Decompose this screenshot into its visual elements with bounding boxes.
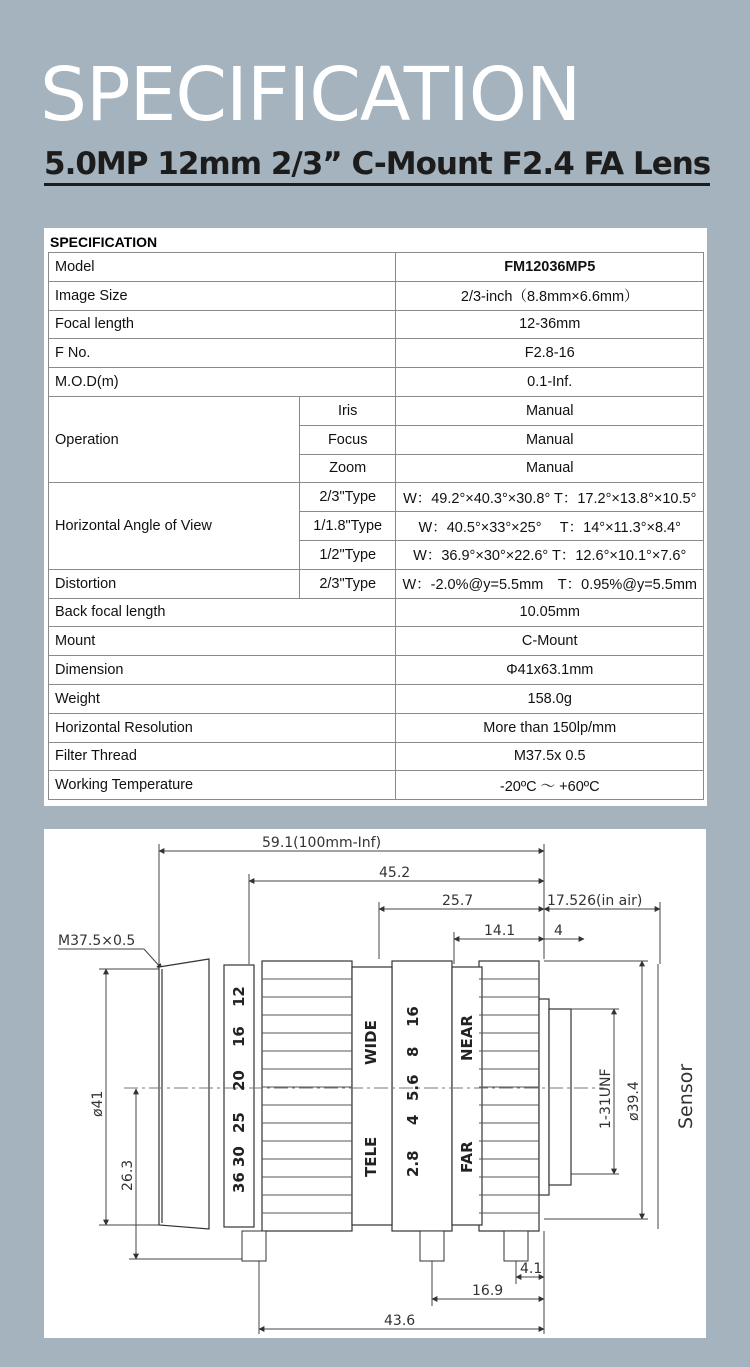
- row-value-filter-thread: M37.5x 0.5: [396, 742, 704, 771]
- row-sub-focus: Focus: [299, 425, 396, 454]
- focal-mark-30: 30: [230, 1146, 248, 1167]
- row-label-horizontal-resolution: Horizontal Resolution: [49, 713, 396, 742]
- table-row: [49, 684, 704, 713]
- row-label-mount: Mount: [49, 627, 396, 656]
- tele-label: TELE: [362, 1136, 380, 1177]
- dimension-drawing-card: [44, 829, 706, 1338]
- row-label-back-focal-length: Back focal length: [49, 598, 396, 627]
- lens-body: [159, 959, 571, 1231]
- table-row: [49, 569, 704, 598]
- row-value-aov-1: W：49.2°×40.3°×30.8° T：17.2°×13.8°×10.5°: [396, 483, 704, 512]
- dim-screw-offset-2: 16.9: [472, 1283, 504, 1299]
- table-row: [49, 368, 704, 397]
- dim-diameter: ø41: [90, 1090, 106, 1117]
- row-value-mod: 0.1-Inf.: [396, 368, 704, 397]
- row-value-focal-length: 12-36mm: [396, 310, 704, 339]
- focal-mark-25: 25: [230, 1112, 248, 1133]
- row-label-image-size: Image Size: [49, 281, 396, 310]
- table-row: [49, 281, 704, 310]
- table-row: [49, 771, 704, 800]
- row-value-aov-2: W：40.5°×33°×25° T：14°×11.3°×8.4°: [396, 512, 704, 541]
- row-label-model: Model: [49, 253, 396, 282]
- row-value-image-size: 2/3-inch（8.8mm×6.6mm）: [396, 281, 704, 310]
- row-label-angle-of-view: Horizontal Angle of View: [49, 483, 300, 569]
- row-sub-zoom: Zoom: [299, 454, 396, 483]
- spec-table: [48, 252, 704, 800]
- row-label-working-temperature: Working Temperature: [49, 771, 396, 800]
- dim-rear-ring: 14.1: [484, 923, 516, 939]
- table-row: [49, 598, 704, 627]
- dim-flange: 4: [554, 923, 563, 939]
- table-row: [49, 483, 704, 512]
- row-sub-iris: Iris: [299, 396, 396, 425]
- row-label-weight: Weight: [49, 684, 396, 713]
- row-value-weight: 158.0g: [396, 684, 704, 713]
- row-sub-aov-2: 1/1.8"Type: [299, 512, 396, 541]
- row-label-mod: M.O.D(m): [49, 368, 396, 397]
- table-row: [49, 627, 704, 656]
- wide-label: WIDE: [362, 1020, 380, 1065]
- row-value-back-focal-length: 10.05mm: [396, 598, 704, 627]
- spec-card: [44, 228, 707, 806]
- table-row: [49, 396, 704, 425]
- iris-mark-4: 4: [404, 1114, 422, 1125]
- dim-filter-thread: M37.5×0.5: [58, 933, 136, 949]
- near-label: NEAR: [458, 1015, 476, 1061]
- row-sub-aov-3: 1/2"Type: [299, 540, 396, 569]
- row-label-operation: Operation: [49, 396, 300, 482]
- focal-mark-16: 16: [230, 1026, 248, 1047]
- dim-screw-offset-1: 4.1: [520, 1261, 543, 1277]
- spec-table-title: SPECIFICATION: [50, 234, 158, 250]
- focal-mark-20: 20: [230, 1070, 248, 1091]
- focal-mark-36: 36: [230, 1172, 248, 1193]
- far-label: FAR: [458, 1141, 476, 1173]
- dim-front-length: 25.7: [442, 893, 474, 909]
- row-sub-distortion: 2/3"Type: [299, 569, 396, 598]
- iris-mark-16: 16: [404, 1006, 422, 1027]
- dim-half-height: 26.3: [120, 1159, 136, 1191]
- dim-screw-span: 43.6: [384, 1313, 416, 1329]
- row-value-distortion: W：-2.0%@y=5.5mm T：0.95%@y=5.5mm: [396, 569, 704, 598]
- iris-mark-8: 8: [404, 1046, 422, 1057]
- row-sub-aov-1: 2/3"Type: [299, 483, 396, 512]
- row-label-dimension: Dimension: [49, 656, 396, 685]
- row-value-working-temperature: -20ºC ～ +60ºC: [396, 771, 704, 800]
- row-value-f-no: F2.8-16: [396, 339, 704, 368]
- dim-back-focus: 17.526(in air): [547, 893, 643, 909]
- row-label-distortion: Distortion: [49, 569, 300, 598]
- table-row: [49, 713, 704, 742]
- table-row: [49, 253, 704, 282]
- row-label-filter-thread: Filter Thread: [49, 742, 396, 771]
- table-row: [49, 310, 704, 339]
- row-value-zoom: Manual: [396, 454, 704, 483]
- row-value-dimension: Φ41x63.1mm: [396, 656, 704, 685]
- row-value-aov-3: W：36.9°×30°×22.6° T：12.6°×10.1°×7.6°: [396, 540, 704, 569]
- dim-mount-diameter: ø39.4: [626, 1081, 642, 1121]
- focal-mark-12: 12: [230, 986, 248, 1007]
- table-row: [49, 742, 704, 771]
- iris-mark-2-8: 2.8: [404, 1150, 422, 1177]
- row-label-f-no: F No.: [49, 339, 396, 368]
- sensor-label: Sensor: [675, 1063, 697, 1129]
- table-row: [49, 339, 704, 368]
- dim-body-length: 45.2: [379, 865, 411, 881]
- row-value-horizontal-resolution: More than 150lp/mm: [396, 713, 704, 742]
- row-value-iris: Manual: [396, 396, 704, 425]
- row-value-focus: Manual: [396, 425, 704, 454]
- lens-dimension-drawing: [44, 829, 706, 1338]
- iris-mark-5-6: 5.6: [404, 1074, 422, 1101]
- dim-mount-thread: 1-31UNF: [598, 1068, 614, 1129]
- lock-screws: [242, 1231, 528, 1261]
- table-row: [49, 656, 704, 685]
- row-value-mount: C-Mount: [396, 627, 704, 656]
- row-value-model: FM12036MP5: [396, 253, 704, 282]
- product-subtitle: 5.0MP 12mm 2/3” C-Mount F2.4 FA Lens: [44, 147, 710, 186]
- page-title: SPECIFICATION: [40, 52, 581, 138]
- row-label-focal-length: Focal length: [49, 310, 396, 339]
- dim-overall-length: 59.1(100mm-Inf): [262, 835, 382, 851]
